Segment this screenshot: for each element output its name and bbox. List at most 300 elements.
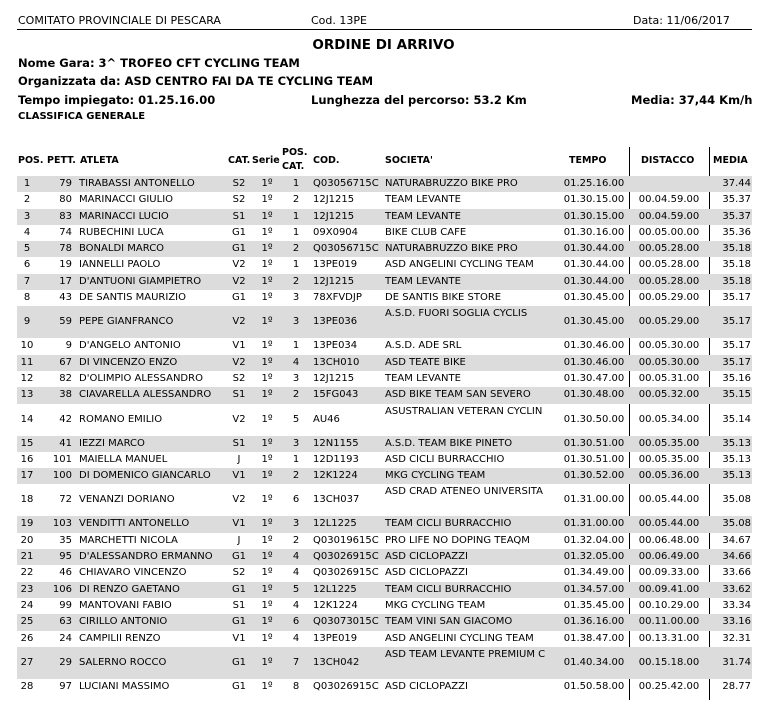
cell-media: 35.17 (722, 340, 751, 352)
cell-atleta: MANTOVANI FABIO (79, 599, 172, 611)
cell-poscat: 8 (292, 680, 300, 692)
cell-serie: 1º (261, 534, 273, 546)
cell-distacco: 00.05.28.00 (638, 243, 700, 255)
cell-cat: V1 (232, 470, 246, 482)
cell-cat: S1 (232, 210, 246, 222)
cell-tempo: 01.34.49.00 (563, 567, 625, 579)
page-title: ORDINE DI ARRIVO (312, 37, 455, 53)
cell-tempo: 01.30.16.00 (563, 226, 625, 238)
cell-cod: AU46 (313, 413, 340, 425)
cell-tempo: 01.35.45.00 (563, 599, 625, 611)
cell-atleta: MARINACCI GIULIO (79, 194, 174, 206)
cell-pett: 100 (52, 470, 72, 482)
cell-pett: 95 (59, 551, 72, 563)
cell-pett: 101 (52, 453, 72, 465)
cell-pett: 41 (59, 437, 72, 449)
table-row (0, 452, 767, 468)
cell-pett: 9 (65, 340, 72, 352)
cell-cat: V2 (232, 275, 246, 287)
cell-atleta: D'OLIMPIO ALESSANDRO (79, 372, 203, 384)
cell-cod: 15FG043 (313, 389, 359, 401)
cell-cod: 12J1215 (313, 372, 355, 384)
cell-tempo: 01.30.52.00 (563, 470, 625, 482)
race-organizer: Organizzata da: ASD CENTRO FAI DA TE CYCLING TEAM (18, 74, 374, 88)
cell-cod: 12L1225 (313, 518, 357, 530)
cell-media: 31.74 (722, 656, 751, 668)
cell-poscat: 3 (292, 316, 300, 328)
table-row (0, 565, 767, 581)
cell-distacco: 00.05.36.00 (638, 470, 700, 482)
cell-cat: V2 (232, 494, 246, 506)
cell-poscat: 1 (292, 226, 300, 238)
cell-pett: 67 (59, 356, 72, 368)
cell-atleta: PEPE GIANFRANCO (79, 316, 174, 328)
date-label: Data: 11/06/2017 (633, 14, 730, 27)
cell-pos: 9 (23, 316, 31, 328)
cell-atleta: CIAVARELLA ALESSANDRO (79, 389, 212, 401)
cell-atleta: CHIAVARO VINCENZO (79, 567, 187, 579)
cell-atleta: BONALDI MARCO (79, 243, 165, 255)
cell-tempo: 01.30.48.00 (563, 389, 625, 401)
cell-pos: 14 (20, 413, 34, 425)
cell-societa: A.S.D. ADE SRL (385, 340, 462, 352)
cell-cat: S1 (232, 437, 246, 449)
cell-cod: Q03073015C (313, 616, 379, 628)
cell-atleta: RUBECHINI LUCA (79, 226, 164, 238)
table-row (0, 533, 767, 549)
cell-cod: 12J1215 (313, 194, 355, 206)
cell-cat: V1 (232, 632, 246, 644)
cell-societa: TEAM LEVANTE (385, 372, 461, 384)
cell-poscat: 2 (292, 243, 300, 255)
cell-poscat: 1 (292, 259, 300, 271)
cell-pos: 25 (20, 616, 34, 628)
cell-distacco: 00.05.30.00 (638, 340, 700, 352)
table-row (0, 306, 767, 338)
cell-pett: 72 (59, 494, 72, 506)
cell-pett: 46 (59, 567, 72, 579)
cell-atleta: VENDITTI ANTONELLO (79, 518, 190, 530)
cell-pett: 35 (59, 534, 72, 546)
ranking-title: CLASSIFICA GENERALE (18, 111, 146, 122)
cell-pett: 42 (59, 413, 72, 425)
table-row (0, 404, 767, 436)
cell-tempo: 01.31.00.00 (563, 518, 625, 530)
table-row (0, 387, 767, 403)
cell-distacco: 00.05.32.00 (638, 389, 700, 401)
cell-serie: 1º (261, 356, 273, 368)
cell-distacco: 00.05.34.00 (638, 413, 700, 425)
cell-poscat: 2 (292, 194, 300, 206)
col-pos: POS. (18, 155, 44, 166)
cell-societa: ASUSTRALIAN VETERAN CYCLIN (385, 405, 543, 417)
cell-societa: ASD ANGELINI CYCLING TEAM (385, 259, 534, 271)
cell-cod: 12J1215 (313, 210, 355, 222)
cell-serie: 1º (261, 656, 273, 668)
cell-cod: 13PE019 (313, 259, 358, 271)
cell-tempo: 01.30.44.00 (563, 275, 625, 287)
cell-pos: 7 (23, 275, 31, 287)
cell-media: 35.13 (722, 470, 751, 482)
table-row (0, 241, 767, 257)
code-label: Cod. 13PE (311, 14, 367, 27)
cell-cat: V2 (232, 413, 246, 425)
cell-pos: 15 (20, 437, 34, 449)
table-row (0, 516, 767, 532)
cell-atleta: DI VINCENZO ENZO (79, 356, 178, 368)
cell-pos: 22 (20, 567, 34, 579)
cell-tempo: 01.36.16.00 (563, 616, 625, 628)
cell-media: 33.66 (722, 567, 751, 579)
cell-poscat: 1 (292, 178, 300, 189)
cell-serie: 1º (261, 389, 273, 401)
table-row (0, 484, 767, 516)
cell-distacco: 00.05.35.00 (638, 453, 700, 465)
cell-cod: 12N1155 (313, 437, 359, 449)
cell-media: 35.17 (722, 356, 751, 368)
cell-cat: G1 (231, 656, 247, 668)
cell-societa: ASD CICLOPAZZI (385, 551, 468, 563)
cell-pett: 82 (59, 372, 72, 384)
cell-cat: S2 (232, 194, 246, 206)
cell-pett: 78 (59, 243, 72, 255)
cell-tempo: 01.30.51.00 (563, 453, 625, 465)
cell-pos: 21 (20, 551, 34, 563)
cell-media: 35.08 (722, 518, 751, 530)
cell-media: 35.13 (722, 437, 751, 449)
cell-serie: 1º (261, 470, 273, 482)
table-row (0, 468, 767, 484)
cell-tempo: 01.30.45.00 (563, 292, 625, 304)
cell-distacco: 00.11.00.00 (638, 616, 700, 628)
cell-media: 35.36 (722, 226, 751, 238)
cell-media: 35.13 (722, 453, 751, 465)
cell-poscat: 4 (292, 551, 300, 563)
cell-serie: 1º (261, 453, 273, 465)
cell-pos: 8 (23, 292, 31, 304)
cell-pett: 38 (59, 389, 72, 401)
header-rule (17, 29, 752, 30)
cell-distacco: 00.05.35.00 (638, 437, 700, 449)
cell-serie: 1º (261, 567, 273, 579)
cell-serie: 1º (261, 178, 273, 189)
cell-cat: J (237, 453, 241, 465)
cell-cat: V2 (232, 316, 246, 328)
cell-pett: 29 (59, 656, 72, 668)
col-media: MEDIA (713, 155, 748, 166)
col-cat: CAT. (228, 155, 251, 166)
cell-media: 28.77 (722, 680, 751, 692)
cell-poscat: 2 (292, 534, 300, 546)
cell-tempo: 01.30.46.00 (563, 356, 625, 368)
cell-serie: 1º (261, 259, 273, 271)
cell-poscat: 4 (292, 599, 300, 611)
committee-name: COMITATO PROVINCIALE DI PESCARA (18, 14, 221, 27)
col-cod: COD. (313, 155, 340, 166)
cell-distacco: 00.06.49.00 (638, 551, 700, 563)
cell-pos: 27 (20, 656, 34, 668)
cell-poscat: 4 (292, 632, 300, 644)
cell-serie: 1º (261, 632, 273, 644)
cell-cod: Q03019615C (313, 534, 379, 546)
cell-pett: 103 (52, 518, 72, 530)
cell-pos: 23 (20, 583, 34, 595)
cell-distacco: 00.25.42.00 (638, 680, 700, 692)
cell-pos: 2 (23, 194, 31, 206)
table-row (0, 338, 767, 354)
table-row (0, 679, 767, 695)
cell-distacco: 00.05.29.00 (638, 316, 700, 328)
cell-cat: S1 (232, 389, 246, 401)
cell-media: 33.16 (722, 616, 751, 628)
cell-tempo: 01.30.47.00 (563, 372, 625, 384)
cell-cod: Q03056715C (313, 243, 379, 255)
cell-media: 34.67 (722, 534, 751, 546)
cell-cod: 13PE036 (313, 316, 358, 328)
cell-poscat: 1 (292, 453, 300, 465)
cell-poscat: 3 (292, 292, 300, 304)
cell-tempo: 01.32.04.00 (563, 534, 625, 546)
cell-cat: J (237, 534, 241, 546)
col-societa: SOCIETA' (385, 155, 433, 166)
cell-serie: 1º (261, 275, 273, 287)
cell-atleta: CIRILLO ANTONIO (79, 616, 168, 628)
table-row (0, 274, 767, 290)
cell-distacco: 00.05.29.00 (638, 292, 700, 304)
cell-distacco: 00.04.59.00 (638, 210, 700, 222)
cell-cod: 09X0904 (313, 226, 359, 238)
cell-societa: ASD CICLOPAZZI (385, 680, 468, 692)
cell-serie: 1º (261, 494, 273, 506)
cell-serie: 1º (261, 437, 273, 449)
cell-poscat: 7 (292, 656, 300, 668)
cell-poscat: 4 (292, 567, 300, 579)
cell-pos: 20 (20, 534, 34, 546)
table-row (0, 176, 767, 192)
cell-atleta: DI DOMENICO GIANCARLO (79, 470, 211, 482)
cell-societa: TEAM LEVANTE (385, 210, 461, 222)
cell-pos: 12 (20, 372, 34, 384)
cell-societa: ASD CRAD ATENEO UNIVERSITA (385, 486, 543, 498)
cell-tempo: 01.30.46.00 (563, 340, 625, 352)
cell-pett: 99 (59, 599, 72, 611)
cell-societa: ASD TEAM LEVANTE PREMIUM C (385, 648, 546, 660)
cell-tempo: 01.30.45.00 (563, 316, 625, 328)
cell-cod: 12L1225 (313, 583, 357, 595)
cell-pett: 80 (59, 194, 72, 206)
cell-societa: ASD TEATE BIKE (385, 356, 466, 368)
cell-pos: 11 (20, 356, 34, 368)
table-row (0, 598, 767, 614)
cell-tempo: 01.30.44.00 (563, 259, 625, 271)
cell-cod: Q03056715C (313, 178, 379, 189)
cell-atleta: TIRABASSI ANTONELLO (79, 178, 195, 189)
cell-media: 35.18 (722, 243, 751, 255)
cell-serie: 1º (261, 210, 273, 222)
cell-tempo: 01.38.47.00 (563, 632, 625, 644)
cell-tempo: 01.30.50.00 (563, 413, 625, 425)
cell-poscat: 1 (292, 340, 300, 352)
cell-serie: 1º (261, 616, 273, 628)
cell-tempo: 01.30.44.00 (563, 243, 625, 255)
cell-pett: 59 (59, 316, 72, 328)
cell-pett: 74 (59, 226, 72, 238)
cell-pett: 17 (59, 275, 72, 287)
cell-poscat: 6 (292, 494, 300, 506)
cell-distacco: 00.05.00.00 (638, 226, 700, 238)
race-length: Lunghezza del percorso: 53.2 Km (311, 93, 527, 107)
cell-serie: 1º (261, 551, 273, 563)
cell-pett: 106 (52, 583, 72, 595)
table-row (0, 355, 767, 371)
cell-cat: G1 (231, 680, 247, 692)
cell-media: 32.31 (722, 632, 751, 644)
cell-tempo: 01.50.58.00 (563, 680, 625, 692)
cell-serie: 1º (261, 372, 273, 384)
cell-poscat: 5 (292, 583, 300, 595)
table-row (0, 582, 767, 598)
col-serie: Serie (252, 155, 280, 166)
cell-poscat: 3 (292, 372, 300, 384)
cell-pos: 6 (23, 259, 31, 271)
cell-societa: A.S.D. FUORI SOGLIA CYCLIS (385, 308, 528, 320)
cell-atleta: CAMPILII RENZO (79, 632, 161, 644)
cell-cod: 12J1215 (313, 275, 355, 287)
cell-pett: 19 (59, 259, 72, 271)
cell-pos: 13 (20, 389, 34, 401)
cell-atleta: D'ANGELO ANTONIO (79, 340, 181, 352)
cell-distacco: 00.09.33.00 (638, 567, 700, 579)
cell-media: 35.18 (722, 259, 751, 271)
cell-cod: 13CH042 (313, 656, 360, 668)
cell-societa: ASD CICLOPAZZI (385, 567, 468, 579)
table-row (0, 647, 767, 679)
cell-pos: 5 (23, 243, 31, 255)
cell-tempo: 01.40.34.00 (563, 656, 625, 668)
cell-tempo: 01.30.15.00 (563, 194, 625, 206)
cell-serie: 1º (261, 680, 273, 692)
cell-cod: 13PE034 (313, 340, 358, 352)
cell-poscat: 2 (292, 389, 300, 401)
cell-media: 35.15 (722, 389, 751, 401)
cell-media: 37.44 (722, 178, 751, 189)
cell-media: 33.62 (722, 583, 751, 595)
cell-distacco: 00.05.30.00 (638, 356, 700, 368)
col-tempo: TEMPO (569, 155, 607, 166)
cell-cod: 12K1224 (313, 599, 358, 611)
cell-media: 35.37 (722, 194, 751, 206)
table-row (0, 192, 767, 208)
cell-serie: 1º (261, 316, 273, 328)
cell-societa: ASD ANGELINI CYCLING TEAM (385, 632, 534, 644)
cell-pett: 43 (59, 292, 72, 304)
cell-cat: S2 (232, 178, 246, 189)
cell-distacco: 00.05.28.00 (638, 259, 700, 271)
cell-media: 35.37 (722, 210, 751, 222)
cell-serie: 1º (261, 340, 273, 352)
cell-cat: V1 (232, 518, 246, 530)
cell-distacco: 00.10.29.00 (638, 599, 700, 611)
cell-cod: Q03026915C (313, 551, 379, 563)
table-row (0, 371, 767, 387)
cell-serie: 1º (261, 599, 273, 611)
cell-media: 33.34 (722, 599, 751, 611)
cell-atleta: DI RENZO GAETANO (79, 583, 180, 595)
table-row (0, 631, 767, 647)
cell-distacco: 00.09.41.00 (638, 583, 700, 595)
cell-pos: 10 (20, 340, 34, 352)
cell-cat: G1 (231, 226, 247, 238)
cell-pett: 79 (59, 178, 72, 189)
cell-distacco: 00.13.31.00 (638, 632, 700, 644)
cell-atleta: LUCIANI MASSIMO (79, 680, 170, 692)
cell-tempo: 01.25.16.00 (563, 178, 625, 189)
cell-tempo: 01.34.57.00 (563, 583, 625, 595)
cell-distacco: 00.05.28.00 (638, 275, 700, 287)
cell-pos: 19 (20, 518, 34, 530)
cell-atleta: MAIELLA MANUEL (79, 453, 168, 465)
cell-distacco: 00.06.48.00 (638, 534, 700, 546)
results-table (0, 176, 767, 695)
cell-atleta: VENANZI DORIANO (79, 494, 175, 506)
cell-cat: V2 (232, 259, 246, 271)
cell-serie: 1º (261, 243, 273, 255)
cell-atleta: IEZZI MARCO (79, 437, 145, 449)
cell-media: 35.14 (722, 413, 751, 425)
cell-cod: 78XFVDJP (313, 292, 362, 304)
cell-poscat: 3 (292, 518, 300, 530)
cell-pett: 97 (59, 680, 72, 692)
cell-pos: 24 (20, 599, 34, 611)
cell-media: 35.18 (722, 275, 751, 287)
cell-serie: 1º (261, 194, 273, 206)
cell-pos: 3 (23, 210, 31, 222)
cell-atleta: DE SANTIS MAURIZIO (79, 292, 186, 304)
cell-cat: G1 (231, 243, 247, 255)
cell-serie: 1º (261, 583, 273, 595)
cell-societa: TEAM VINI SAN GIACOMO (385, 616, 513, 628)
cell-cat: S2 (232, 567, 246, 579)
table-row (0, 225, 767, 241)
col-distacco: DISTACCO (641, 155, 695, 166)
cell-pos: 26 (20, 632, 34, 644)
cell-societa: NATURABRUZZO BIKE PRO (385, 178, 518, 189)
col-atleta: ATLETA (80, 155, 119, 166)
cell-societa: PRO LIFE NO DOPING TEAQM (385, 534, 530, 546)
cell-societa: BIKE CLUB CAFE (385, 226, 467, 238)
cell-distacco: 00.05.31.00 (638, 372, 700, 384)
cell-pos: 18 (20, 494, 34, 506)
cell-atleta: IANNELLI PAOLO (79, 259, 161, 271)
cell-cat: S1 (232, 599, 246, 611)
cell-pos: 28 (20, 680, 34, 692)
cell-pos: 1 (23, 178, 31, 189)
table-row (0, 614, 767, 630)
table-row (0, 257, 767, 273)
cell-atleta: D'ALESSANDRO ERMANNO (79, 551, 213, 563)
cell-cod: 13PE019 (313, 632, 358, 644)
cell-societa: TEAM CICLI BURRACCHIO (385, 518, 512, 530)
col-poscat: POS. CAT. (282, 147, 308, 172)
cell-cod: 13CH010 (313, 356, 360, 368)
cell-distacco: 00.05.44.00 (638, 518, 700, 530)
cell-cod: Q03026915C (313, 680, 379, 692)
cell-serie: 1º (261, 226, 273, 238)
cell-poscat: 3 (292, 437, 300, 449)
cell-cod: 12D1193 (313, 453, 359, 465)
table-row (0, 549, 767, 565)
cell-tempo: 01.30.15.00 (563, 210, 625, 222)
